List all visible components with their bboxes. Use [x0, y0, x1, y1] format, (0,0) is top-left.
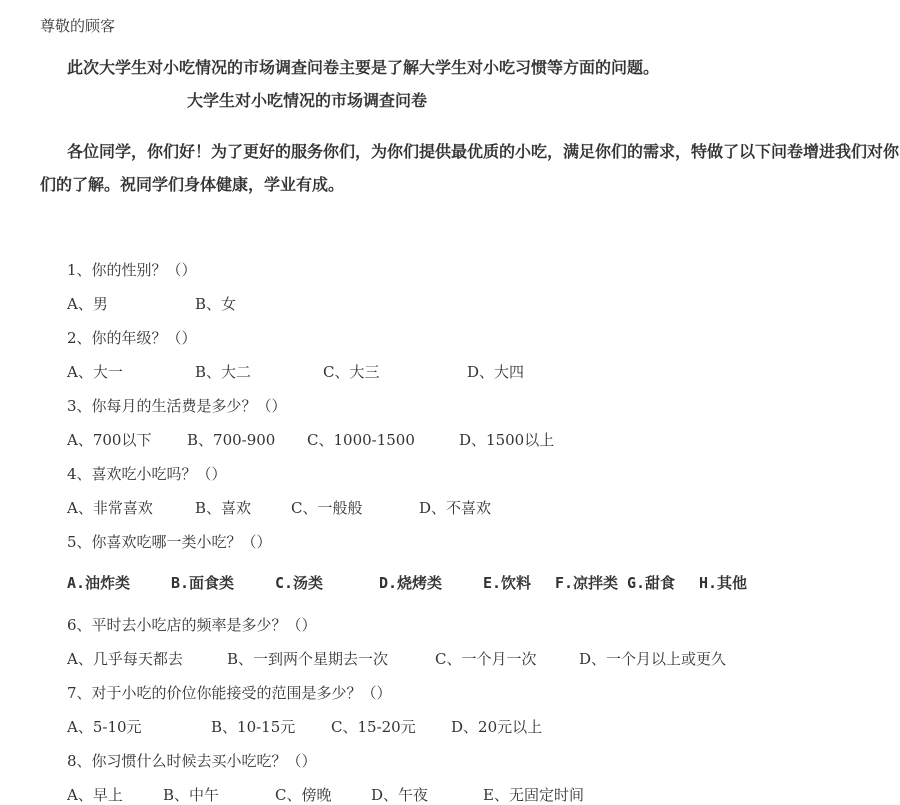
- option: C、一个月一次: [435, 650, 537, 668]
- option: D、午夜: [371, 786, 429, 804]
- option: A、几乎每天都去: [67, 650, 183, 668]
- option: D、不喜欢: [419, 499, 492, 517]
- option: E.饮料: [483, 574, 532, 592]
- option: H.其他: [699, 574, 748, 592]
- option: D、大四: [467, 363, 525, 381]
- greeting: 尊敬的顾客: [40, 17, 116, 35]
- option: C.汤类: [275, 574, 324, 592]
- option: D、1500以上: [459, 431, 555, 449]
- option: C、傍晚: [275, 786, 332, 804]
- option: B、女: [195, 295, 237, 313]
- option: F.凉拌类: [555, 574, 619, 592]
- option: B、喜欢: [195, 499, 252, 517]
- option: A、大一: [67, 363, 123, 381]
- option: B、10-15元: [211, 718, 296, 736]
- option: B、大二: [195, 363, 252, 381]
- option: A、非常喜欢: [67, 499, 153, 517]
- question-3: 3、你每月的生活费是多少？（）: [67, 397, 287, 415]
- option: E、无固定时间: [483, 786, 584, 804]
- option: B、700-900: [187, 431, 276, 449]
- option: A、早上: [67, 786, 123, 804]
- question-1: 1、你的性别？（）: [67, 261, 197, 279]
- question-7: 7、对于小吃的价位你能接受的范围是多少？（）: [67, 684, 392, 702]
- option: A、700以下: [67, 431, 152, 449]
- question-2: 2、你的年级？（）: [67, 329, 197, 347]
- option: C、1000-1500: [307, 431, 415, 449]
- option: B.面食类: [171, 574, 235, 592]
- intro-text: 此次大学生对小吃情况的市场调查问卷主要是了解大学生对小吃习惯等方面的问题。: [67, 58, 660, 77]
- option: D、20元以上: [451, 718, 543, 736]
- option: C、一般般: [291, 499, 363, 517]
- option: C、大三: [323, 363, 380, 381]
- option: A、男: [67, 295, 108, 313]
- question-6: 6、平时去小吃店的频率是多少？（）: [67, 616, 317, 634]
- option: C、15-20元: [331, 718, 416, 736]
- option: A、5-10元: [67, 718, 142, 736]
- option: B、中午: [163, 786, 220, 804]
- option: B、一到两个星期去一次: [227, 650, 389, 668]
- option: A.油炸类: [67, 574, 131, 592]
- option: G.甜食: [627, 574, 676, 592]
- question-5: 5、你喜欢吃哪一类小吃？（）: [67, 533, 272, 551]
- option: D、一个月以上或更久: [579, 650, 727, 668]
- question-8: 8、你习惯什么时候去买小吃吃？（）: [67, 752, 317, 770]
- option: D.烧烤类: [379, 574, 443, 592]
- preface-paragraph: 各位同学，你们好！为了更好的服务你们，为你们提供最优质的小吃，满足你们的需求，特做了以下问卷增进我们对你们的了解。祝同学们身体健康，学业有成。: [40, 142, 900, 194]
- question-4: 4、喜欢吃小吃吗？（）: [67, 465, 227, 483]
- survey-title: 大学生对小吃情况的市场调查问卷: [187, 91, 428, 110]
